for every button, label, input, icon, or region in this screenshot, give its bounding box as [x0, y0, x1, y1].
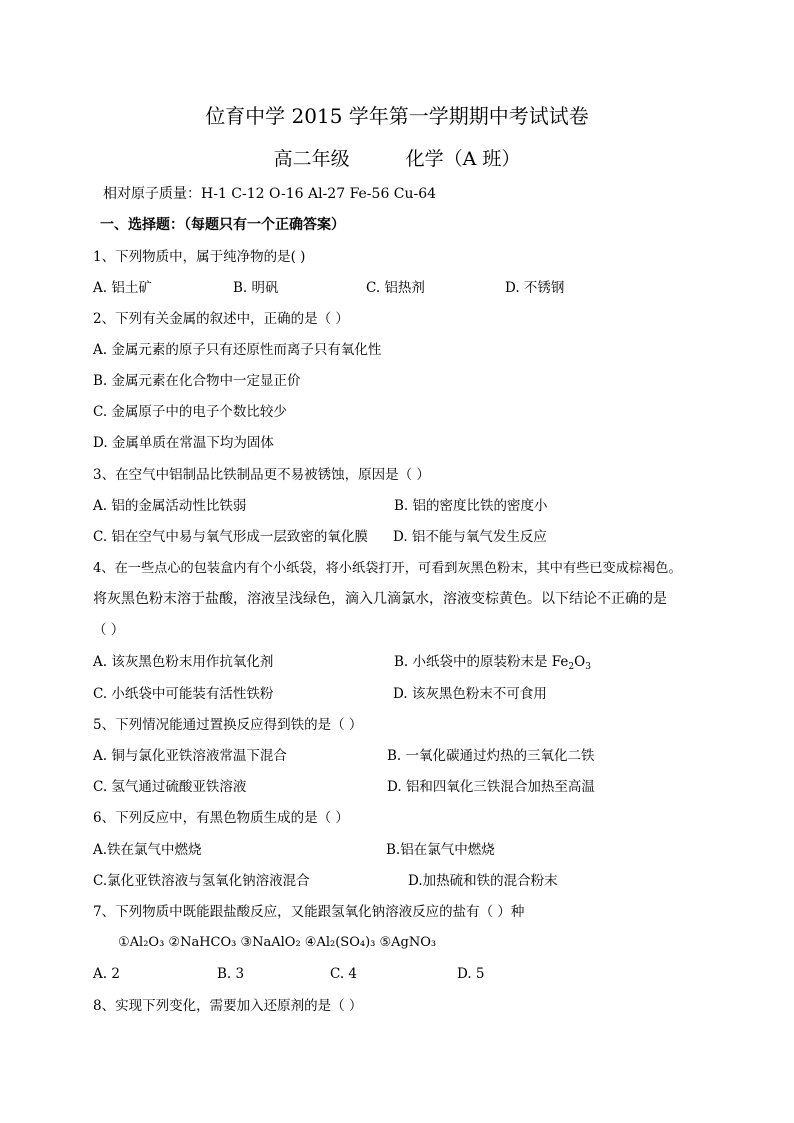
q5-option-b: B. 一氧化碳通过灼热的三氧化二铁	[387, 748, 595, 764]
q4-option-b	[394, 653, 591, 671]
q2-option-b: B. 金属元素在化合物中一定显正价	[93, 373, 301, 389]
q4-option-a: A. 该灰黑色粉末用作抗氧化剂	[93, 654, 274, 670]
oxygen-symbol: O	[574, 654, 586, 670]
q2-option-a: A. 金属元素的原子只有还原性而离子只有氧化性	[93, 342, 382, 358]
q7-substance-list: ①Al₂O₃ ②NaHCO₃ ③NaAlO₂ ④Al₂(SO₄)₃ ⑤AgNO₃	[118, 935, 437, 950]
q6-option-c: C.氯化亚铁溶液与氢氧化钠溶液混合	[93, 873, 310, 889]
q3-option-c: C. 铝在空气中易与氧气形成一层致密的氧化膜	[93, 529, 368, 545]
o-subscript: 3	[585, 662, 591, 672]
q7-option-c: C. 4	[330, 966, 358, 982]
question-5-stem: 5、下列情况能通过置换反应得到铁的是（ ）	[93, 717, 363, 733]
question-1-stem: 1、下列物质中，属于纯净物的是( )	[93, 249, 306, 265]
q7-option-a: A. 2	[93, 966, 120, 982]
question-2-stem: 2、下列有关金属的叙述中，正确的是（ ）	[93, 311, 349, 327]
q3-option-a: A. 铝的金属活动性比铁弱	[93, 498, 247, 514]
q2-option-d: D. 金属单质在常温下均为固体	[93, 435, 274, 451]
q3-option-b: B. 铝的密度比铁的密度小	[394, 498, 548, 514]
q4-option-c: C. 小纸袋中可能装有活性铁粉	[93, 686, 274, 702]
section-heading: 一、选择题：（每题只有一个正确答案）	[100, 217, 345, 233]
q3-option-d: D. 铝不能与氧气发生反应	[393, 529, 547, 545]
q1-option-b: B. 明矾	[233, 280, 279, 296]
q1-option-c: C. 铝热剂	[366, 280, 425, 296]
q5-option-c: C. 氢气通过硫酸亚铁溶液	[93, 779, 247, 795]
fe-subscript: 2	[568, 662, 575, 672]
q2-option-c: C. 金属原子中的电子个数比较少	[93, 404, 287, 420]
q4-option-d: D. 该灰黑色粉末不可食用	[393, 686, 547, 702]
q4-option-b-text: B. 小纸袋中的原装粉末是 Fe	[394, 654, 569, 670]
q1-option-a: A. 铝土矿	[93, 280, 152, 296]
q5-option-a: A. 铜与氯化亚铁溶液常温下混合	[93, 748, 287, 764]
question-6-stem: 6、下列反应中，有黑色物质生成的是（ ）	[93, 810, 349, 826]
question-3-stem: 3、在空气中铝制品比铁制品更不易被锈蚀，原因是（ ）	[93, 467, 430, 483]
q6-option-b: B.铝在氯气中燃烧	[386, 842, 495, 858]
q6-option-d: D.加热硫和铁的混合粉末	[408, 873, 558, 889]
atomic-mass-note: 相对原子质量：H-1 C-12 O-16 Al-27 Fe-56 Cu-64	[103, 186, 437, 202]
exam-subtitle	[0, 146, 794, 172]
q1-option-d: D. 不锈钢	[505, 280, 565, 296]
question-8-stem: 8、实现下列变化，需要加入还原剂的是（ ）	[93, 998, 363, 1014]
question-7-stem: 7、下列物质中既能跟盐酸反应，又能跟氢氧化钠溶液反应的盐有（ ）种	[93, 904, 525, 920]
exam-title: 位育中学 2015 学年第一学期期中考试试卷	[205, 104, 589, 128]
q7-option-d: D. 5	[457, 966, 485, 982]
subject-label: 化学（A 班）	[405, 148, 521, 170]
q6-option-a: A.铁在氯气中燃烧	[93, 842, 202, 858]
question-4-stem-line-1: 4、在一些点心的包装盒内有个小纸袋，将小纸袋打开，可看到灰黑色粉末，其中有些已变成棕褐色。	[93, 561, 682, 576]
question-4-stem-line-3: （ ）	[93, 622, 125, 638]
grade-label: 高二年级	[273, 148, 350, 170]
question-4-stem-line-2: 将灰黑色粉末溶于盐酸，溶液呈浅绿色，滴入几滴氯水，溶液变棕黄色。以下结论不正确的是	[93, 591, 667, 607]
q7-option-b: B. 3	[217, 966, 245, 982]
q5-option-d: D. 铝和四氧化三铁混合加热至高温	[387, 779, 595, 795]
